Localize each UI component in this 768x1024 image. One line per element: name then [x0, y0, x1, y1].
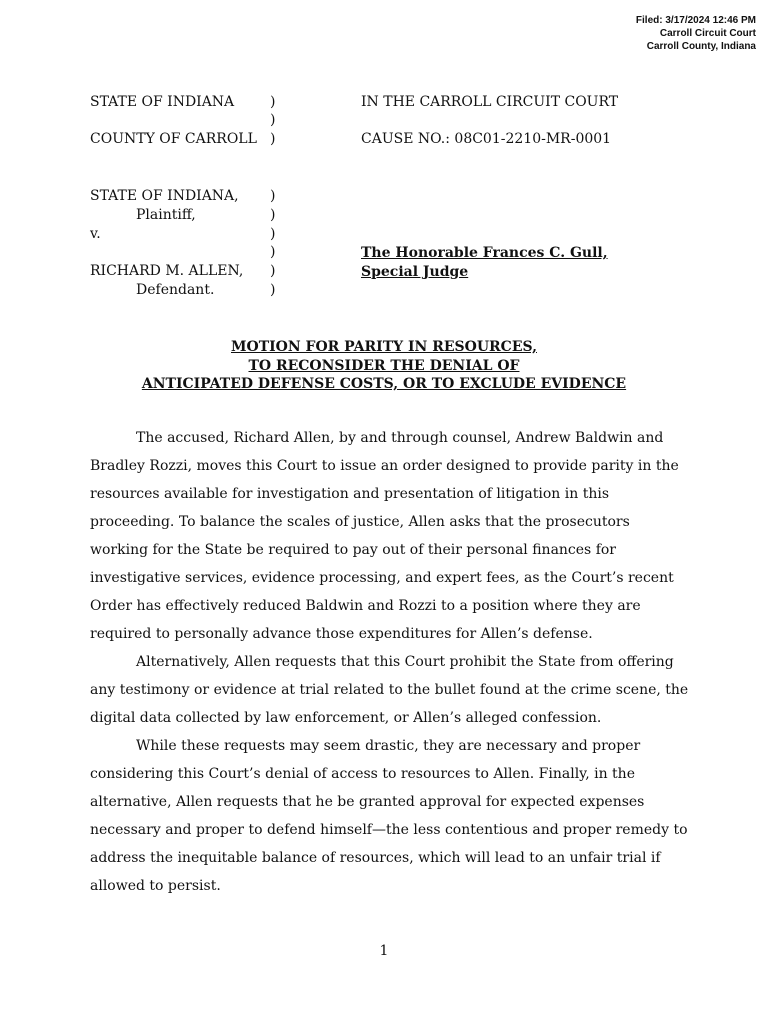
motion-title	[0, 338, 768, 394]
court-name: IN THE CARROLL CIRCUIT COURT	[361, 94, 619, 110]
filed-court: Carroll Circuit Court	[659, 28, 756, 39]
filed-date: Filed: 3/17/2024 12:46 PM	[635, 15, 756, 26]
caption-paren: )	[270, 94, 276, 110]
caption-paren: )	[270, 112, 276, 128]
plaintiff-name: STATE OF INDIANA,	[90, 188, 239, 204]
judge-title: Special Judge	[361, 264, 469, 280]
caption-paren: )	[270, 188, 276, 204]
cause-number: CAUSE NO.: 08C01-2210-MR-0001	[361, 131, 612, 147]
motion-title-line: TO RECONSIDER THE DENIAL OF	[248, 357, 520, 374]
motion-body	[90, 424, 690, 900]
motion-title-line: MOTION FOR PARITY IN RESOURCES,	[231, 339, 537, 355]
body-paragraph: Alternatively, Allen requests that this Court prohibit the State from offering any testimony or evidence at trial related to the bullet found at the crime scene, the digital data collected by law enforcement, or Allen’s alleged confession.	[90, 654, 689, 726]
caption-paren: )	[270, 263, 276, 279]
versus: v.	[90, 226, 101, 242]
filing-stamp	[636, 14, 756, 53]
caption-paren: )	[270, 244, 276, 260]
plaintiff-role: Plaintiff,	[136, 207, 196, 223]
caption-paren: )	[270, 282, 276, 298]
defendant-role: Defendant.	[136, 282, 215, 298]
county-label: COUNTY OF CARROLL	[90, 131, 257, 147]
motion-title-line: ANTICIPATED DEFENSE COSTS, OR TO EXCLUDE EVIDENCE	[141, 376, 627, 392]
caption-paren: )	[270, 226, 276, 242]
body-paragraph: While these requests may seem drastic, they are necessary and proper considering this Court’s denial of access to resources to Allen. Finally, in the alternative, Allen requests that he be granted approval for expected expenses necessary and proper to defend himself—the less contentious and proper remedy to address the inequitable balance of resources, which will lead to an unfair trial if allowed to persist.	[90, 738, 688, 894]
page-number: 1	[379, 943, 389, 959]
filed-county: Carroll County, Indiana	[646, 41, 756, 52]
judge-name: The Honorable Frances C. Gull,	[361, 245, 608, 261]
caption-paren: )	[270, 207, 276, 223]
defendant-name: RICHARD M. ALLEN,	[90, 263, 244, 279]
body-paragraph: The accused, Richard Allen, by and through counsel, Andrew Baldwin and Bradley Rozzi, moves this Court to issue an order designed to provide parity in the resources available for investigation and presentation of litigation in this proceeding. To balance the scales of justice, Allen asks that the prosecutors working for the State be required to pay out of their personal finances for investigative services, evidence processing, and expert fees, as the Court’s recent Order has effectively reduced Baldwin and Rozzi to a position where they are required to personally advance those expenditures for Allen’s defense.	[90, 430, 679, 642]
caption-paren: )	[270, 131, 276, 147]
state-label: STATE OF INDIANA	[90, 94, 235, 110]
